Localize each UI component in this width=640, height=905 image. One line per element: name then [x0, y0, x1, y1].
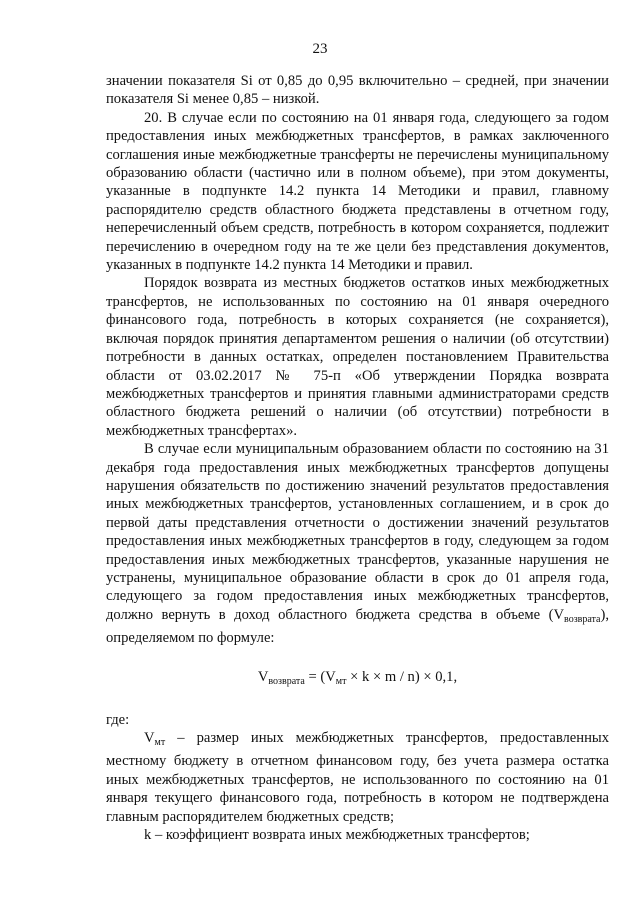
formula-mt-subscript: мт	[335, 675, 347, 687]
formula-eq-open: = (V	[304, 668, 336, 685]
return-volume-subscript: возврата	[564, 613, 601, 625]
where-label: где:	[106, 711, 130, 728]
violation-text-before: В случае если муниципальным образованием области по состоянию на 31 декабря года предоставления иных межбюджетных трансфертов допущены нарушения обязательств по достижению значений результатов предоставления иных межбюджетных трансфертов, установленных соглашением, и в срок до первой даты представления отчетности о достижении значений результатов предоставления иных межбюджетных трансфертов в году, следующем за годом предоставления иных межбюджетных трансфертов, указанные нарушения не устранены, муниципальное образование области в срок до 01 апреля года, следующего за годом предоставления иных межбюджетных трансфертов, должно вернуть в доход областного бюджета средства в объеме (V	[106, 441, 609, 623]
violation-text-after: ), определяемом по формуле:	[106, 606, 609, 647]
paragraph-violation-case	[106, 440, 609, 647]
vmt-definition-text: – размер иных межбюджетных трансфертов, предоставленных местному бюджету в отчетном финансовом году, без учета размера остатка иных межбюджетных трансфертов, не использованного по состоянию на 01 января текущего финансового года, потребность в котором не подтверждена главным распорядителем бюджетных средств;	[106, 730, 609, 825]
return-formula	[106, 668, 609, 691]
formula-lhs: V	[257, 668, 269, 685]
paragraph-item-20: 20. В случае если по состоянию на 01 января года, следующего за годом предоставления иных межбюджетных трансфертов, в рамках заключенного соглашения иные межбюджетные трансферты не перечислены муниципальному образованию области (частично или в полном объеме), при этом документы, указанные в подпункте 14.2 пункта 14 Методики и правил, главному распорядителю средств областного бюджета представлены в отчетном году, неперечисленный объем средств, потребность в котором сохраняется, подлежит перечислению в очередном году на те же цели без представления документов, указанных в подпункте 14.2 пункта 14 Методики и правил.	[106, 109, 609, 274]
paragraph-return-procedure: Порядок возврата из местных бюджетов остатков иных межбюджетных трансфертов, не использованных по состоянию на 01 января очередного финансового года, потребность в которых сохраняется (не сохраняется), включая порядок принятия департаментом решения о наличии (об отсутствии) потребности в данных остатках, определен постановлением Правительства области от 03.02.2017 № 75-п «Об утверждении Порядка возврата межбюджетных трансфертов и принятия главными администраторами средств областного бюджета решений о наличии (об отсутствии) потребности в межбюджетных трансфертах».	[106, 275, 609, 439]
definition-k: k – коэффициент возврата иных межбюджетных трансфертов;	[144, 827, 530, 844]
formula-rest: × k × m / n) × 0,1,	[346, 668, 458, 685]
vmt-symbol: V	[144, 730, 155, 746]
page-number: 23	[312, 41, 328, 57]
definition-vmt	[106, 729, 609, 826]
formula-lhs-subscript: возврата	[268, 675, 305, 687]
paragraph-continuation: значении показателя Si от 0,85 до 0,95 включительно – средней, при значении показателя Si менее 0,85 – низкой.	[106, 73, 609, 108]
vmt-subscript: мт	[154, 737, 166, 748]
document-body	[106, 72, 609, 844]
